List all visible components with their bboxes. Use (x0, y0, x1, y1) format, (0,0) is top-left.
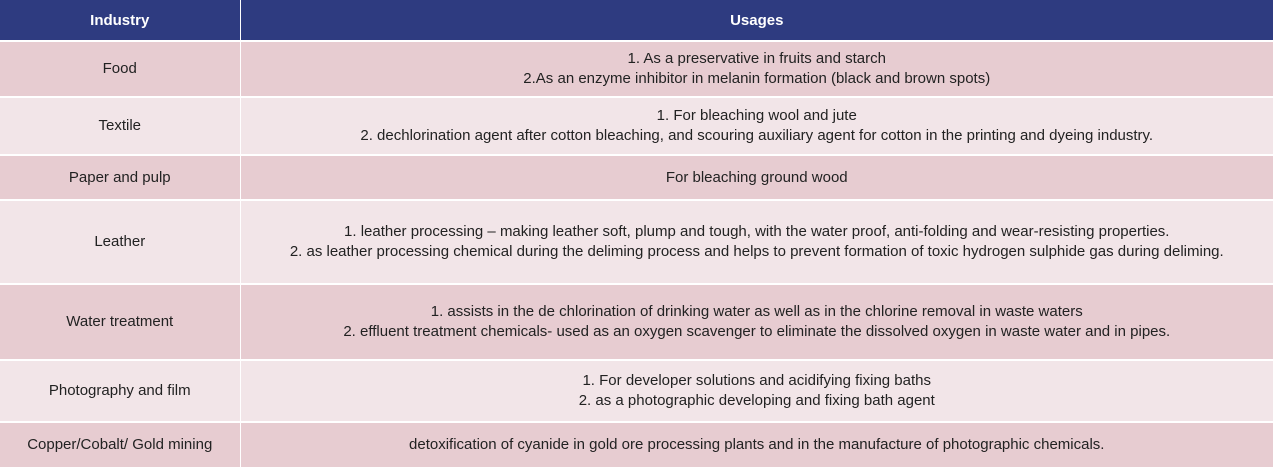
table-row (0, 41, 1273, 97)
usage-line: 2.As an enzyme inhibitor in melanin formation (black and brown spots) (523, 70, 991, 87)
usage-line: 2. as leather processing chemical during the deliming process and helps to prevent formation of toxic hydrogen sulphide gas during deliming. (289, 243, 1224, 260)
usages-cell (240, 284, 1273, 360)
usage-line: 2. effluent treatment chemicals- used as an oxygen scavenger to eliminate the dissolved oxygen in waste water and in pipes. (343, 323, 1171, 340)
usage-line: 1. leather processing – making leather soft, plump and tough, with the water proof, anti-folding and wear-resisting properties. (344, 223, 1170, 240)
table-row (0, 422, 1273, 468)
usage-line: 2. as a photographic developing and fixing bath agent (578, 392, 935, 409)
usage-line: 1. For bleaching wool and jute (656, 107, 857, 124)
table-row (0, 360, 1273, 422)
header-usages: Usages (240, 0, 1273, 41)
table-row (0, 97, 1273, 155)
table-row (0, 284, 1273, 360)
industry-cell: Paper and pulp (0, 155, 240, 200)
usage-line: 1. assists in the de chlorination of drinking water as well as in the chlorine removal in waste waters (430, 303, 1083, 320)
usage-line: 2. dechlorination agent after cotton bleaching, and scouring auxiliary agent for cotton in the printing and dyeing industry. (360, 127, 1154, 144)
industry-cell: Textile (0, 97, 240, 155)
industry-cell: Copper/Cobalt/ Gold mining (0, 422, 240, 468)
table-row (0, 155, 1273, 200)
header-row (0, 0, 1273, 41)
usages-cell (240, 155, 1273, 200)
table-row (0, 200, 1273, 284)
industry-cell: Photography and film (0, 360, 240, 422)
header-industry: Industry (0, 0, 240, 41)
usage-line: detoxification of cyanide in gold ore processing plants and in the manufacture of photographic chemicals. (409, 436, 1105, 453)
usage-line: For bleaching ground wood (665, 168, 848, 186)
usages-cell (240, 41, 1273, 97)
industry-cell: Leather (0, 200, 240, 284)
usages-cell (240, 422, 1273, 468)
industry-cell: Water treatment (0, 284, 240, 360)
usage-line: 1. For developer solutions and acidifying fixing baths (582, 372, 932, 389)
industry-cell: Food (0, 41, 240, 97)
usages-cell (240, 200, 1273, 284)
usages-cell (240, 97, 1273, 155)
usage-line: 1. As a preservative in fruits and starch (627, 50, 886, 67)
usages-cell (240, 360, 1273, 422)
